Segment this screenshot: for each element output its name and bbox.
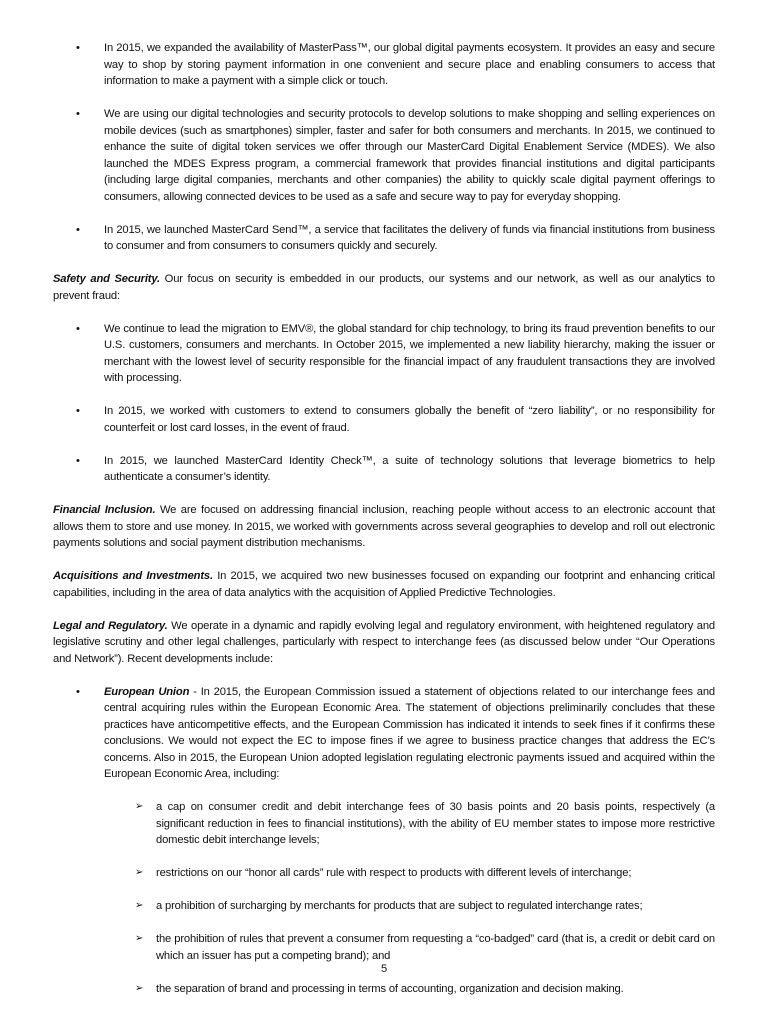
list-item-text: a prohibition of surcharging by merchants for products that are subject to regulated interchange rates; [156,900,643,912]
document-page [53,40,715,1014]
list-item-text: In 2015, we worked with customers to extend to consumers globally the benefit of “zero liability”, or no responsibility for counterfeit or lost card losses, in the event of fraud. [104,405,715,434]
bullet-icon: • [76,405,80,417]
list-item [53,403,715,436]
paragraph-text: Our focus on security is embedded in our products, our systems and our network, as well as our analytics to prevent fraud: [53,273,715,302]
safety-paragraph [53,271,715,304]
list-item-text: In 2015, we expanded the availability of MasterPass™, our global digital payments ecosystem. It provides an easy and secure way to shop by storing payment information in one convenient and secure place and enabling consumers to access that information to make a payment with a simple click or touch. [104,42,715,87]
legal-paragraph [53,618,715,668]
list-item-text: In 2015, we launched MasterCard Send™, a service that facilitates the delivery of funds via financial institutions from business to consumer and from consumers to consumers quickly and securely. [104,223,715,252]
bullet-icon: • [76,322,80,335]
arrow-bullet-icon: ➢ [135,867,144,878]
bullet-icon: • [76,108,80,120]
list-item-text: - In 2015, the European Commission issued a statement of objections related to our interchange fees and central acquiring rules within the European Economic Area. The statement of objections preliminarily concludes that these practices have anticompetitive effects, and the European Commission has indicated it intends to seek fines if it confirms these conclusions. We would not expect the EC to impose fines if we agree to business practice changes that address the EC’s concerns. Also in 2015, the European Union adopted legislation regulating electronic payments issued and acquired within the European Economic Area, including: [104,685,715,780]
section-heading: Legal and Regulatory. [53,619,168,632]
list-item [53,321,715,387]
bullet-icon: • [76,223,80,236]
list-item-text: We are using our digital technologies and security protocols to develop solutions to make shopping and selling experiences on mobile devices (such as smartphones) simpler, faster and safer for both consumers and merchants. In 2015, we continued to enhance the suite of digital token services we offer through our MasterCard Digital Enablement Service (MDES). We also launched the MDES Express program, a commercial framework that provides financial institutions and digital participants (including large digital companies, merchants and other companies) the ability to quickly scale digital payment offerings to consumers, allowing connected devices to be used as a safe and secure way to pay for everyday shopping. [104,108,715,203]
arrow-bullet-icon: ➢ [135,933,144,944]
sub-list-item [53,981,715,998]
list-item-text: the separation of brand and processing in terms of accounting, organization and decision making. [156,982,624,995]
list-item [53,453,715,486]
bullet-icon: • [76,685,80,698]
section-heading: Acquisitions and Investments. [53,570,213,582]
list-item-text: restrictions on our “honor all cards” rule with respect to products with different levels of interchange; [156,867,632,879]
arrow-bullet-icon: ➢ [135,982,144,994]
paragraph-text: We are focused on addressing financial inclusion, reaching people without access to an electronic account that allows them to store and use money. In 2015, we worked with governments across several geographies to develop and roll out electronic payments solutions and social payment distribution mechanisms. [53,504,715,549]
arrow-bullet-icon: ➢ [135,900,144,911]
paragraph-text: In 2015, we acquired two new businesses focused on expanding our footprint and enhancing critical capabilities, including in the area of data analytics with the acquisition of Applied Predictive Technologies. [53,570,715,599]
paragraph-text: We operate in a dynamic and rapidly evolving legal and regulatory environment, with heightened regulatory and legislative scrutiny and other legal challenges, particularly with respect to interchange fees (as discussed below under “Our Operations and Network”). Recent developments include: [53,619,715,665]
bullet-icon: • [76,42,80,54]
list-item [53,684,715,783]
sub-list-item [53,898,715,915]
arrow-bullet-icon: ➢ [135,801,144,812]
list-item-text: a cap on consumer credit and debit interchange fees of 30 basis points and 20 basis points, respectively (a significant reduction in fees to financial institutions), with the ability of EU member states to impose more restrictive domestic debit interchange levels; [156,801,715,846]
list-item-text: We continue to lead the migration to EMV®, the global standard for chip technology, to bring its fraud prevention benefits to our U.S. customers, consumers and merchants. In October 2015, we implemented a new liability hierarchy, making the issuer or merchant with the lowest level of security responsible for the financial impact of any fraudulent transactions they are involved with processing. [104,322,715,384]
list-item-text: the prohibition of rules that prevent a consumer from requesting a “co-badged” card (that is, a credit or debit card on which an issuer has put a competing brand); and [156,933,715,962]
sub-list-item [53,799,715,849]
sub-list-item [53,931,715,964]
page-number: 5 [380,963,388,975]
section-heading: Financial Inclusion. [53,504,156,516]
bullet-icon: • [76,454,80,467]
section-heading: Safety and Security. [53,273,160,285]
inclusion-paragraph [53,502,715,552]
acquisitions-paragraph [53,568,715,601]
eu-heading: European Union [104,685,190,698]
list-item-text: In 2015, we launched MasterCard Identity Check™, a suite of technology solutions that leverage biometrics to help authenticate a consumer’s identity. [104,454,715,483]
sub-list-item [53,865,715,882]
list-item [53,106,715,205]
list-item [53,40,715,90]
list-item [53,222,715,255]
